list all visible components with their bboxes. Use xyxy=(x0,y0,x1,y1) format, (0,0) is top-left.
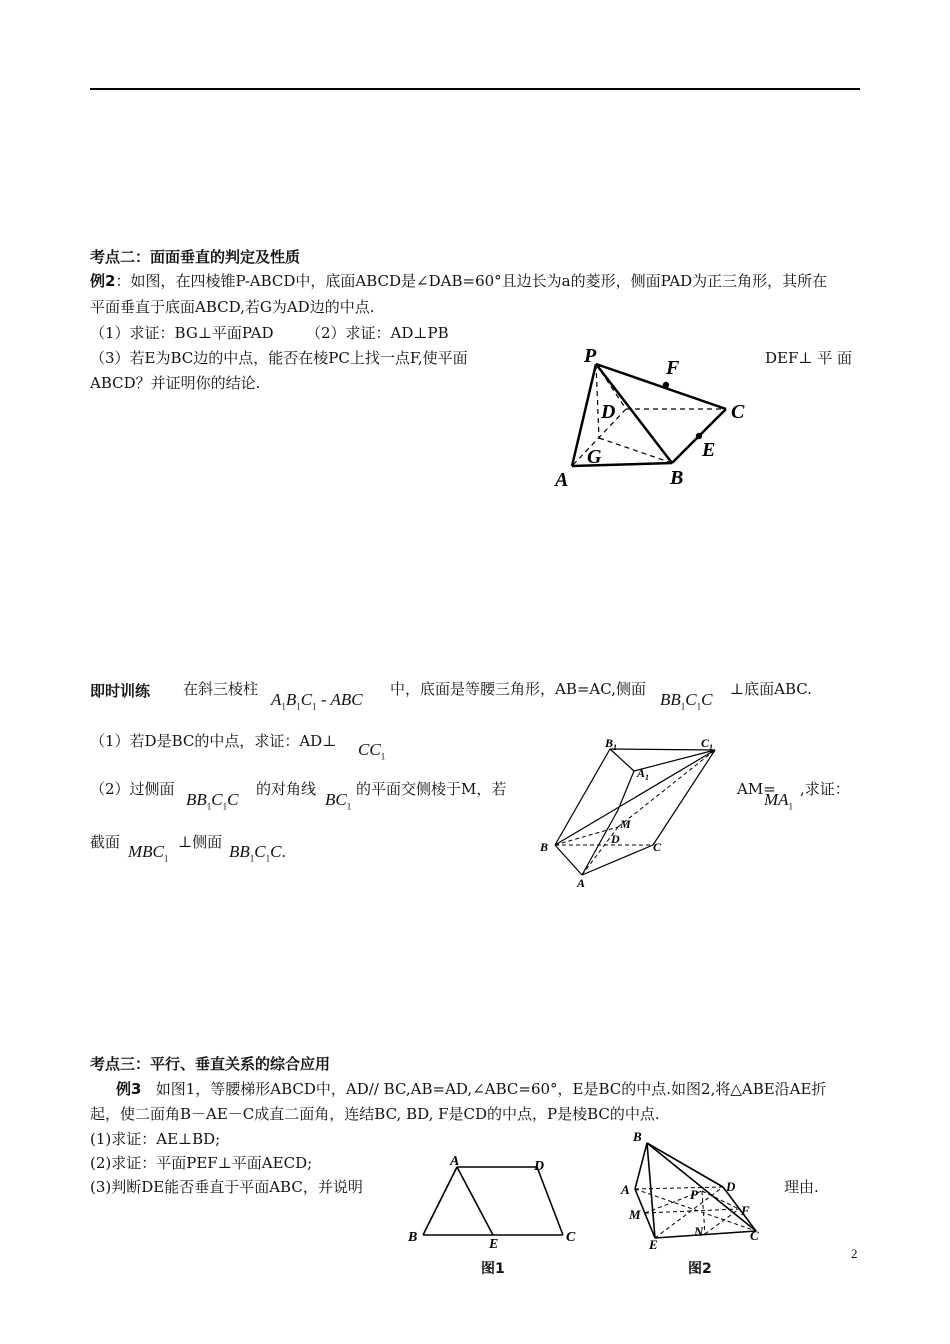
pyramid-figure xyxy=(550,340,760,495)
prism-hidden-edges xyxy=(555,750,715,875)
label-p: P xyxy=(584,345,597,367)
trapezoid-figure-1 xyxy=(400,1150,590,1250)
example-3-question-1: (1)求证：AE⊥BD; xyxy=(90,1130,221,1148)
fig2-label-a: A xyxy=(621,1182,630,1197)
point-f xyxy=(663,382,669,388)
label-c1: $C_1$ xyxy=(701,736,714,752)
fig2-label-c: C xyxy=(750,1228,759,1243)
label-a: A xyxy=(555,469,569,491)
label-d: D xyxy=(601,401,616,423)
example-3-line1: 例3 如图1，等腰梯形ABCD中，AD// BC,AB=AD,∠ABC=60°，E是BC的中点.如图2,将△ABE沿AE折 xyxy=(116,1080,827,1098)
example-3-label: 例3 xyxy=(116,1080,142,1098)
fig2-label-n: N xyxy=(694,1224,704,1239)
fig1-label-a: A xyxy=(450,1154,460,1169)
fig2-label-p: P xyxy=(690,1187,698,1202)
training-label: 即时训练 xyxy=(90,682,151,700)
fig2-label-d: D xyxy=(726,1179,736,1194)
fig1-label-c: C xyxy=(566,1230,576,1245)
example-3-question-3-tail: 理由. xyxy=(784,1178,819,1196)
example-2-label: 例2 xyxy=(90,272,116,290)
face-bb1c1c-2: $BB_1C_1C$ xyxy=(186,790,239,812)
example-2-question-2: （2）求证：AD⊥PB xyxy=(306,324,449,342)
label-c: C xyxy=(731,401,745,423)
label-b: B xyxy=(670,467,684,489)
fig2-label-e: E xyxy=(649,1237,658,1250)
training-intro: 在斜三棱柱 xyxy=(183,680,259,698)
fig2-label-f: F xyxy=(741,1203,750,1218)
label-c: C xyxy=(653,840,662,854)
figure-2-caption: 图2 xyxy=(688,1261,712,1277)
training-question-1: （1）若D是BC的中点，求证：AD⊥ xyxy=(90,732,337,750)
fig2-label-b: B xyxy=(633,1129,642,1144)
label-d: D xyxy=(611,832,620,846)
label-f: F xyxy=(666,357,680,379)
label-g: G xyxy=(587,446,602,468)
training-section-label: 截面 xyxy=(90,833,121,851)
training-mid: 中，底面是等腰三角形，AB=AC,侧面 xyxy=(390,680,646,698)
prism-figure xyxy=(535,735,730,890)
section-2-title: 考点二：面面垂直的判定及性质 xyxy=(90,248,301,266)
page-number: 2 xyxy=(851,1246,858,1261)
training-perp-base: ⊥底面ABC. xyxy=(730,680,812,698)
example-3-question-3: (3)判断DE能否垂直于平面ABC，并说明 xyxy=(90,1178,363,1196)
section-3-title: 考点三：平行、垂直关系的综合应用 xyxy=(90,1055,331,1073)
fig1-label-d: D xyxy=(534,1159,545,1174)
label-m: M xyxy=(620,817,631,831)
segment-ma1: $MA_1$ xyxy=(764,790,794,812)
label-b1: $B_1$ xyxy=(605,736,618,752)
edge-cc1: $CC_1$ xyxy=(358,740,386,762)
face-bb1c1c-3: $BB_1C_1C$. xyxy=(229,842,286,864)
section-mbc1: $MBC_1$ xyxy=(128,842,169,864)
fig1-label-e: E xyxy=(489,1237,499,1250)
example-2-question-3-right: DEF⊥ 平 面 xyxy=(765,349,853,367)
fig2-label-m: M xyxy=(629,1207,641,1222)
example-2-question-1: （1）求证：BG⊥平面PAD xyxy=(90,324,274,342)
example-3-question-2: (2)求证：平面PEF⊥平面AECD; xyxy=(90,1154,313,1172)
training-question-2a: （2）过侧面 xyxy=(90,780,175,798)
label-a: A xyxy=(577,876,586,890)
training-question-2b: 的对角线 xyxy=(256,780,317,798)
folded-figure-2 xyxy=(615,1125,775,1250)
label-b: B xyxy=(540,840,549,854)
figure-1-caption: 图1 xyxy=(481,1261,505,1277)
example-2-line2: 平面垂直于底面ABCD,若G为AD边的中点. xyxy=(90,298,375,316)
example-2-question-3-line2: ABCD？并证明你的结论. xyxy=(90,374,261,392)
training-question-2c: 的平面交侧棱于M，若 xyxy=(356,780,507,798)
example-3-line2: 起，使二面角B－AE－C成直二面角，连结BC, BD, F是CD的中点，P是棱BC的中点. xyxy=(90,1105,660,1123)
prism-solid-edges xyxy=(555,749,715,875)
prism-name: $A_1B_1C_1$ - ABC xyxy=(271,690,363,712)
training-perp-face: ⊥侧面 xyxy=(178,833,223,851)
example-2-question-3: （3）若E为BC边的中点，能否在棱PC上找一点F,使平面 xyxy=(90,349,468,367)
header-rule xyxy=(90,88,860,90)
fig1-label-b: B xyxy=(408,1230,418,1245)
trapezoid-edges xyxy=(423,1167,563,1235)
example-2-line1: 例2：如图，在四棱锥P-ABCD中，底面ABCD是∠DAB=60°且边长为a的菱形，侧面PAD为正三角形，其所在 xyxy=(90,272,828,290)
label-e: E xyxy=(702,439,716,461)
training-am: AM= xyxy=(737,780,776,798)
face-bb1c1c: $BB_1C_1C$ xyxy=(660,690,713,712)
label-a1: $A_1$ xyxy=(637,766,650,782)
diagonal-bc1: $BC_1$ xyxy=(325,790,352,812)
training-prove: ,求证： xyxy=(800,780,850,798)
